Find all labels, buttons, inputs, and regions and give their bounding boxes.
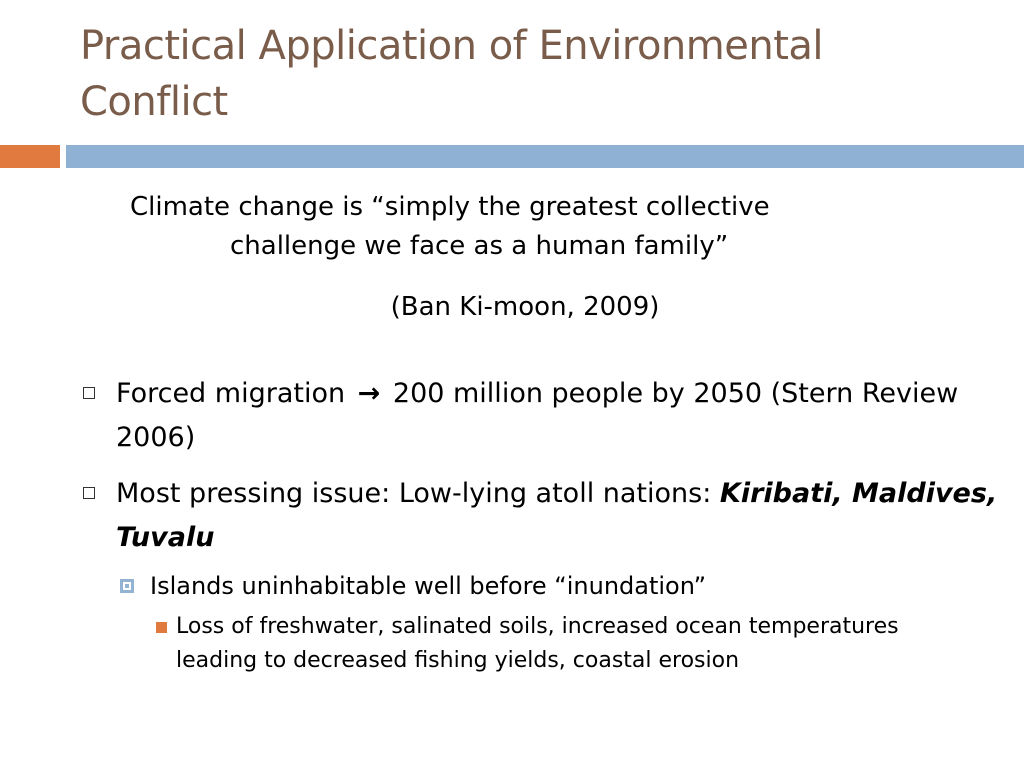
sub-sub-bullet-text-impacts: Loss of freshwater, salinated soils, increased ocean temperatures leading to decreased fishing yields, coastal erosion [176,614,899,673]
quote-citation: (Ban Ki-moon, 2009) [390,292,660,322]
quote-block [130,186,930,267]
bullet-item-atoll-nations [80,472,1000,560]
hollow-square-bullet-icon [83,487,95,499]
atoll-nations-names: Kiribati, Maldives, Tuvalu [116,478,998,553]
bullet-list [80,372,1000,678]
hollow-square-bullet-icon [83,387,95,399]
quote-line-1: Climate change is “simply the greatest collective [130,192,770,222]
bullet-text-migration-figure: 200 million people by 2050 (Stern Review 2006) [116,378,959,453]
accent-bar-orange [0,145,60,168]
bullet-item-forced-migration [80,372,1000,460]
blue-square-bullet-icon [120,579,134,593]
sub-sub-bullet-impacts [146,610,936,678]
quote-line-2: challenge we face as a human family” [230,231,729,261]
accent-bar-blue [66,145,1024,168]
bullet-text-atoll-nations: Most pressing issue: Low-lying atoll nations: [116,478,712,509]
sub-bullet-uninhabitable [116,568,1000,604]
slide-title: Practical Application of Environmental Conflict [80,23,824,125]
right-arrow-icon: → [357,378,381,409]
sub-bullet-text-uninhabitable: Islands uninhabitable well before “inundation” [150,572,707,600]
orange-square-bullet-icon [156,622,167,633]
bullet-text-forced-migration: Forced migration [116,378,346,409]
